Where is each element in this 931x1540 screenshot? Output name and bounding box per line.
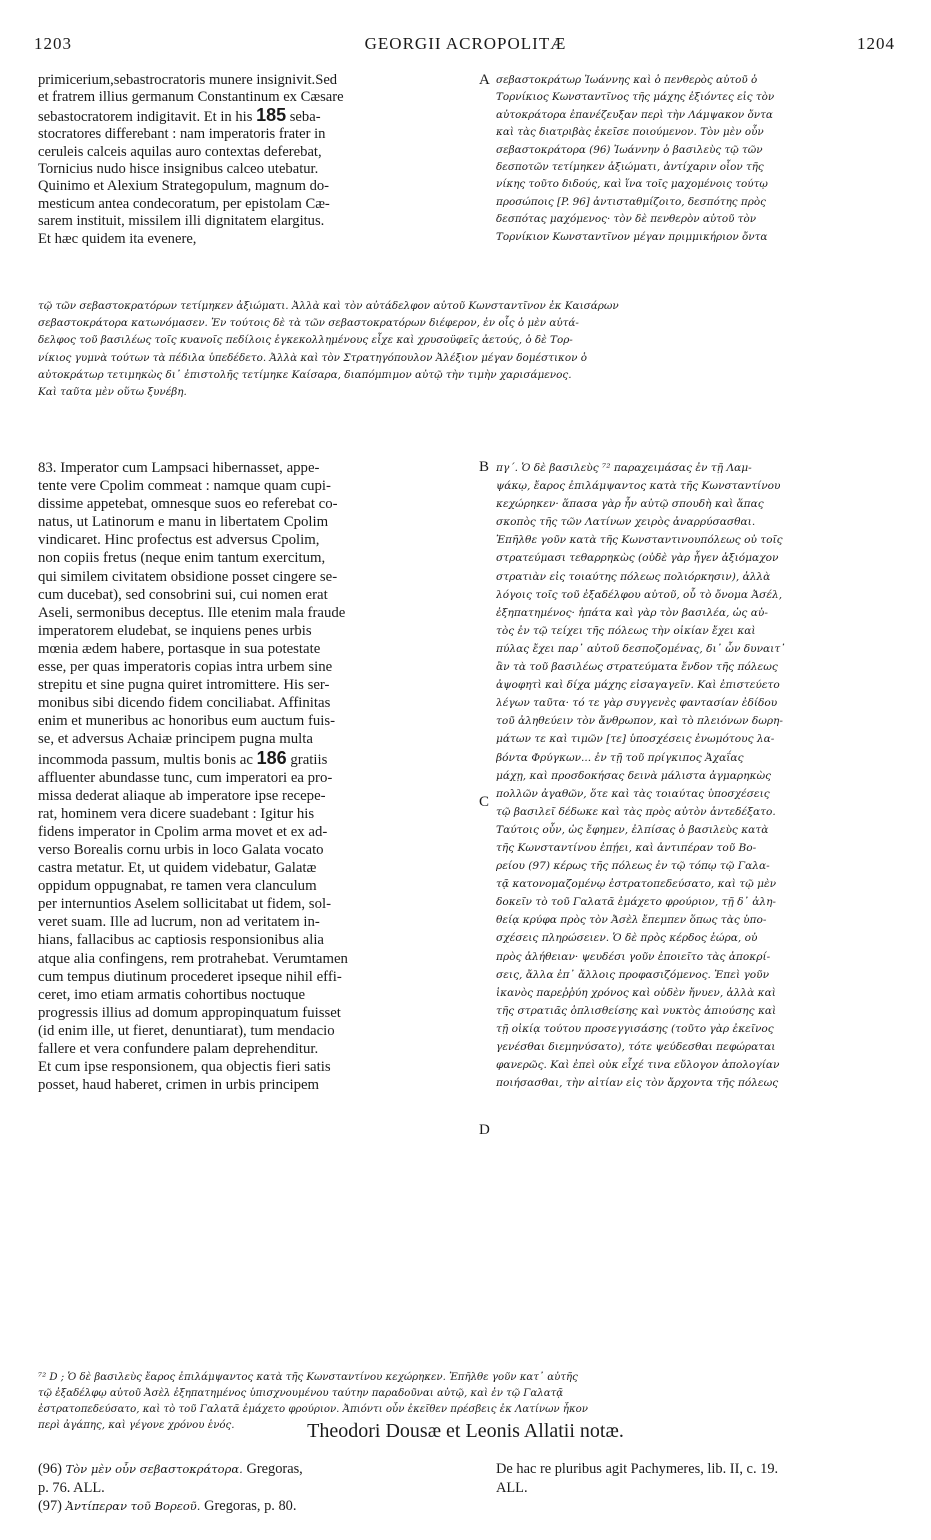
latin-line: qui similem civitatem obsidione posset cingere se- bbox=[38, 568, 338, 585]
note-line: De hac re pluribus agit Pachymeres, lib. II, c. 19. bbox=[496, 1461, 779, 1477]
greek-line: τοῦ ἀληθεύειν τὸν ἄνθρωπον, καὶ τὸ πλειόνων δωρη- bbox=[496, 715, 783, 728]
notes-right-column bbox=[496, 1460, 908, 1497]
greek-line: σκοπὸς τῆς τῶν Λατίνων χειρὸς ἀναρρύσασθαι. bbox=[496, 516, 756, 529]
latin-line: ceruleis calceis aquilas auro contextas deferebat, bbox=[38, 143, 322, 160]
note-number: (97) bbox=[38, 1498, 66, 1514]
greek-line: δεσποτῶν τετίμηκεν ἀξιώματι, ἀντίχαριν οἷον τῆς bbox=[496, 161, 764, 174]
latin-line: affluenter abundasse tunc, cum imperatori ea pro- bbox=[38, 769, 333, 786]
latin-line: monibus sibi dicendo fidem conciliabat. Affinitas bbox=[38, 695, 331, 712]
section-marker-d: D bbox=[479, 1122, 490, 1138]
latin-line: atque alia confingens, rem protrahebat. Verumtamen bbox=[38, 950, 348, 967]
greek-line: ἱκανὸς παρεῤῥύη χρόνος καὶ οὐδὲν ἤνυεν, ἀλλὰ καὶ bbox=[496, 986, 776, 999]
greek-line: Ἐπῆλθε γοῦν κατὰ τῆς Κωνσταντινουπόλεως οὐ τοῖς bbox=[496, 534, 783, 547]
latin-line: non copiis fretus (neque enim tantum exercitum, bbox=[38, 550, 326, 567]
latin-line: dissime appetebat, omnesque suos eo referebat co- bbox=[38, 496, 338, 513]
latin-line: Tornicius nudo hisce insignibus calceo utebatur. bbox=[38, 161, 319, 178]
greek-line: Τορνίκιος Κωνσταντῖνος τῆς μάχης ἐξιόντες εἰς τὸν bbox=[496, 91, 775, 104]
latin-line: 83. Imperator cum Lampsaci hibernasset, appe- bbox=[38, 460, 320, 476]
latin-line: verso Borealis cornu urbis in loco Galata vocato bbox=[38, 841, 324, 858]
latin-line: fallere et vera confundere palam deprehenditur. bbox=[38, 1041, 319, 1057]
latin-column-main bbox=[38, 459, 476, 1094]
greek-line: προσώποις [P. 96] ἀντισταθμίζοιτο, δεσπότης πρὸς bbox=[496, 195, 766, 208]
greek-line: πύλας ἔχει παρ᾽ αὐτοῦ δεσποζομένας, δι᾽ ὧν δυναιτ᾽ bbox=[496, 642, 786, 655]
note-reference: Gregoras, bbox=[246, 1461, 303, 1477]
greek-line: φανερῶς. Καὶ ἐπεὶ οὐκ εἶχέ τινα εὔλογον ἀπολογίαν bbox=[496, 1059, 780, 1072]
greek-line: νίκης τοῦτο διδούς, καὶ ἵνα τοῖς μαχομένοις τούτῳ bbox=[496, 178, 768, 191]
greek-line: ἂν τὰ τοῦ βασιλέως στρατεύματα ἔνδον τῆς πόλεως bbox=[496, 661, 778, 674]
greek-line: στρατεύμασι τεθαρρηκὼς (οὐδὲ γὰρ ἦγεν ἀξιόμαχον bbox=[496, 552, 779, 565]
greek-line: τῷ τῶν σεβαστοκρατόρων τετίμηκεν ἀξιώματι. Ἀλλὰ καὶ τὸν αὐτάδελφον αὐτοῦ Κωνσταντῖνον ἐκ Καισάρων bbox=[38, 300, 619, 312]
greek-line: πρὸς ἀλήθειαν· ψευδέσι γοῦν ἐποιεῖτο τὰς ἀποκρί- bbox=[496, 950, 771, 963]
footnote-line: περὶ ἀγάπης, καὶ γέγονε χρόνου ἑνός. bbox=[38, 1420, 235, 1431]
greek-line: ἐξηπατημένος· ἠπάτα καὶ γὰρ τὸν βασιλέα, ὡς αὐ- bbox=[496, 606, 768, 619]
page-marker: 186 bbox=[256, 748, 287, 768]
greek-line: τῆς στρατιᾶς ὁπλισθείσης καὶ νυκτὸς ἀπιούσης καὶ bbox=[496, 1004, 777, 1017]
latin-line: fidens imperator in Cpolim arma movet et ex ad- bbox=[38, 823, 328, 840]
right-page-number: 1204 bbox=[857, 34, 895, 53]
latin-line: cum ducebat), sed consobrini sui, cui nomen erat bbox=[38, 586, 328, 603]
latin-line: ceret, imo etiam armatis cohortibus noctuque bbox=[38, 986, 306, 1003]
latin-line: progressis illius ad domum appropinquatum fuisset bbox=[38, 1004, 341, 1021]
greek-line: κεχώρηκεν· ἅπασα γὰρ ἦν αὐτῷ σπουδὴ καὶ ἅπας bbox=[496, 498, 764, 511]
note-reference: Gregoras, p. 80. bbox=[204, 1498, 297, 1514]
greek-line: σεβαστοκράτορα κατωνόμασεν. Ἐν τούτοις δὲ τὰ τῶν σεβαστοκρατόρων διέφερον, ἐν οἷς ὁ μὲν αὐτά- bbox=[38, 317, 579, 330]
latin-line: mœnia ædem habere, portasque in sua potestate bbox=[38, 640, 321, 657]
greek-line: ποιήσασθαι, τὴν αἰτίαν εἰς τὸν ἄρχοντα τῆς πόλεως bbox=[496, 1077, 779, 1090]
latin-line: esse, per quas imperatoris copias intra urbem sine bbox=[38, 659, 333, 676]
greek-line: νίκιος γυμνὰ τούτων τὰ πέδιλα ὑπεδέδετο. Ἀλλὰ καὶ τὸν Στρατηγόπουλον Ἀλέξιον μέγαν δομέστικον ὁ bbox=[38, 351, 587, 364]
note-line bbox=[38, 1479, 478, 1498]
greek-line: Ταύτοις οὖν, ὡς ἔφημεν, ἐλπίσας ὁ βασιλεὺς κατὰ bbox=[496, 823, 769, 836]
note-greek-lemma: Τὸν μὲν οὖν σεβαστοκράτορα. bbox=[65, 1462, 247, 1476]
greek-line: τῇ οἰκίᾳ τούτου προσεγγισάσης (τοῦτο γὰρ ἐκεῖνος bbox=[496, 1022, 774, 1035]
greek-line: σεβαστοκράτορα (96) Ἰωάννην ὁ βασιλεὺς τῷ τῶν bbox=[496, 143, 763, 156]
greek-line: καὶ τὰς διατριβὰς ἐκεῖσε ποιούμενον. Τὸν μὲν οὖν bbox=[496, 126, 764, 139]
greek-line: αὐτοκράτωρ τετιμηκὼς δι᾽ ἐπιστολῆς τετίμηκε Καίσαρα, διαπόμπιμον αὐτῷ τὴν τιμὴν χαρισάμενος. bbox=[38, 368, 572, 381]
greek-line: αὐτοκράτορα ἐπανέζευξαν περὶ τὴν Λάμψακον ὄντα bbox=[496, 108, 773, 121]
greek-line: τὸς ἐν τῷ τείχει τῆς πόλεως τὴν οἰκίαν ἔχει καὶ bbox=[496, 624, 756, 637]
greek-line: θείᾳ κρύφα πρὸς τὸν Ἀσὲλ ἔπεμπεν ὅπως τὰς ὑπο- bbox=[496, 914, 767, 927]
latin-line: missa dederat aliaque ab imperatore ipse recepe- bbox=[38, 787, 326, 804]
note-line bbox=[38, 1497, 478, 1516]
latin-line: et fratrem illius germanum Constantinum ex Cæsare bbox=[38, 89, 344, 106]
footnote-line: ⁷² D ; Ὁ δὲ βασιλεὺς ἔαρος ἐπιλάμψαντος κατὰ τῆς Κωνσταντίνου κεχώρηκεν. Ἐπῆλθε γοῦν κατ᾽ αὐτῆς bbox=[38, 1372, 578, 1383]
greek-line: σχέσεις πληρώσειεν. Ὁ δὲ πρὸς κέρδος ἑώρα, οὐ bbox=[496, 932, 758, 945]
greek-column-main bbox=[496, 459, 908, 1092]
latin-line: hians, fallacibus ac captiosis responsionibus alia bbox=[38, 932, 325, 949]
latin-line: Quinimo et Alexium Strategopulum, magnum do- bbox=[38, 178, 330, 195]
latin-column-top bbox=[38, 72, 476, 248]
latin-line: imperatorem eludebat, se inquiens penes urbis bbox=[38, 622, 312, 639]
greek-line: πολλῶν ἀγαθῶν, ὅτε καὶ τὰς τοιαύτας ὑποσχέσεις bbox=[496, 787, 770, 800]
latin-line: oppidum oppugnabat, re tamen vera clanculum bbox=[38, 878, 317, 895]
greek-line: ψάκῳ, ἔαρος ἐπιλάμψαντος κατὰ τῆς Κωνσταντίνου bbox=[496, 480, 781, 493]
note-greek-lemma: Ἀντίπεραν τοῦ Βορεοῦ. bbox=[65, 1499, 205, 1513]
section-marker-b: B bbox=[479, 459, 490, 475]
notes-heading: Theodori Dousæ et Leonis Allatii notæ. bbox=[307, 1420, 624, 1442]
latin-line: stocratores differebant : nam imperatoris frater in bbox=[38, 126, 326, 143]
greek-line: στρατιὰν εἰς τοιαύτης πόλεως πολιόρκησιν), ἀλλὰ bbox=[496, 570, 771, 583]
greek-line: Τορνίκιον Κωνσταντῖνον μέγαν πριμμικήριον ὄντα bbox=[496, 230, 768, 243]
greek-line: μάτων τε καὶ τιμῶν [τε] ὑποσχέσεις ἐνωμότους λα- bbox=[496, 733, 775, 746]
latin-line: enim et muneribus ac honoribus eum auctum fuis- bbox=[38, 713, 336, 730]
greek-line: τᾷ κατονομαζομένῳ ἐστρατοπεδεύσατο, καὶ τῷ μὲν bbox=[496, 878, 777, 891]
note-line: ALL. bbox=[496, 1479, 528, 1496]
latin-line: Et cum ipse responsionem, qua objectis fieri satis bbox=[38, 1059, 331, 1076]
greek-line: σεβαστοκράτωρ Ἰωάννης καὶ ὁ πενθερὸς αὐτοῦ ὁ bbox=[496, 74, 758, 86]
greek-line: βόντα Φρύγκων... ἐν τῇ τοῦ πρίγκιπος Ἀχαΐας bbox=[496, 751, 744, 764]
latin-line: tente vere Cpolim commeat : namque quam cupi- bbox=[38, 478, 331, 495]
latin-line: (id enim ille, ut fieret, denuntiarat), tum mendacio bbox=[38, 1022, 335, 1039]
latin-line: primicerium,sebastrocratoris munere insignivit.Sed bbox=[38, 72, 338, 88]
greek-line: πγ´. Ὁ δὲ βασιλεὺς ⁷² παραχειμάσας ἐν τῇ Λαμ- bbox=[496, 462, 752, 474]
greek-line: δελφος τοῦ βασιλέως τοῖς κυανοῖς πεδίλοις ἐγκεκολλημένους εἶχε καὶ χρυσοϋφεῖς ἀετούς, ὁ δὲ Τορ- bbox=[38, 334, 573, 347]
section-marker-c: C bbox=[479, 794, 490, 810]
running-title: GEORGII ACROPOLITÆ bbox=[364, 34, 567, 53]
latin-line: vindicaret. Hinc profectus est adversus Cpolim, bbox=[38, 532, 320, 549]
latin-line: natus, ut Latinorum e manu in libertatem Cpolim bbox=[38, 514, 329, 531]
greek-line: γενέσθαι διεμηνύσατο), τότε ψεύδεσθαι πεφώραται bbox=[496, 1041, 776, 1053]
greek-line: ρείου (97) κέρως τῆς πόλεως ἐν τῷ τόπῳ τῷ Γαλα- bbox=[496, 860, 770, 873]
section-marker-a: A bbox=[479, 72, 490, 88]
greek-line: μάχῃ, καὶ προσδοκήσας δεινὰ μάλιστα ἀγμαρηκὼς bbox=[496, 769, 772, 782]
greek-full-width-block bbox=[38, 298, 910, 401]
greek-column-top bbox=[496, 72, 908, 246]
latin-line: incommoda passum, multis bonis ac 186 gratiis bbox=[38, 748, 328, 768]
greek-line: λόγοις τοῖς τοῦ ἐξαδέλφου αὐτοῦ, οὗ τὸ ὄνομα Ἀσέλ, bbox=[496, 588, 783, 601]
latin-line: Et hæc quidem ita evenere, bbox=[38, 230, 197, 247]
greek-line: τῷ βασιλεῖ δέδωκε καὶ τὰς πρὸς αὐτὸν ἀντεδέξατο. bbox=[496, 805, 776, 818]
latin-line: Aseli, sermonibus deceptus. Ille etenim mala fraude bbox=[38, 604, 346, 621]
latin-line: strepitu et sine pugna quiret intromittere. His ser- bbox=[38, 677, 330, 694]
latin-line: veret suam. Ille ad lucrum, non ad veritatem in- bbox=[38, 914, 320, 931]
greek-line: δεσπότας μαχόμενος· τὸν δὲ πενθερὸν αὐτοῦ τὸν bbox=[496, 213, 757, 226]
latin-line: castra metatur. Et, ut quidem videbatur, Galatæ bbox=[38, 860, 317, 877]
notes-left-column bbox=[38, 1460, 478, 1516]
greek-line: ἀψοφητὶ καὶ δίχα μάχης εἰσαγαγεῖν. Καὶ ἐπιστεύετο bbox=[496, 679, 780, 692]
note-reference: p. 76. ALL. bbox=[38, 1479, 105, 1496]
left-page-number: 1203 bbox=[34, 34, 72, 53]
latin-line: rat, hominem vera dicere suadebant : Igitur his bbox=[38, 805, 315, 822]
greek-line: λέγων ταῦτα· τό τε γὰρ συγγενὲς φαντασίαν ἐδίδου bbox=[496, 697, 778, 710]
footnote-line: τῷ ἐξαδέλφῳ αὐτοῦ Ἀσὲλ ἐξηπατημένος ὑπισχνουμένου ταύτην παραδοῦναι αὐτῷ, καὶ ἐν τῷ Γαλατᾷ bbox=[38, 1388, 564, 1399]
latin-line: cum tempus diutinum procederet ipseque nihil effi- bbox=[38, 968, 342, 985]
note-number: (96) bbox=[38, 1461, 66, 1477]
latin-line: se, et adversus Achaiæ principem pugna multa bbox=[38, 731, 313, 748]
page-header bbox=[26, 34, 905, 58]
footnote-line: ἐστρατοπεδεύσατο, καὶ τὸ τοῦ Γαλατᾶ ἐμάχετο φρούριον. Ἀπιόντι οὖν ἐκεῖθεν πρέσβεις ἐκ Λατίνων ἦκον bbox=[38, 1404, 588, 1415]
latin-line: mesticum antea condecoratum, per epistolam Cæ- bbox=[38, 195, 330, 212]
latin-line: per internuntios Aselem sollicitabat ut fidem, sol- bbox=[38, 896, 332, 913]
latin-line: sarem instituit, missilem illi dignitatem elargitus. bbox=[38, 213, 325, 230]
note-line bbox=[38, 1460, 478, 1479]
latin-line: posset, haud haberet, crimen in urbis principem bbox=[38, 1077, 320, 1094]
page-marker: 185 bbox=[256, 106, 287, 125]
greek-line: σεις, ἄλλα ἐπ᾽ ἄλλοις προφασιζόμενος. Ἐπεὶ γοῦν bbox=[496, 968, 770, 981]
greek-line: δοκεῖν τὸ τοῦ Γαλατᾶ ἐμάχετο φρούριον, τῇ δ᾽ ἀλη- bbox=[496, 896, 776, 909]
greek-line: τῆς Κωνσταντίνου ἐπῄει, καὶ ἀντιπέραν τοῦ Βο- bbox=[496, 841, 757, 854]
latin-line: sebastocratorem indigitavit. Et in his 185 seba- bbox=[38, 106, 321, 125]
greek-line: Καὶ ταῦτα μὲν οὕτω ξυνέβη. bbox=[38, 386, 187, 399]
